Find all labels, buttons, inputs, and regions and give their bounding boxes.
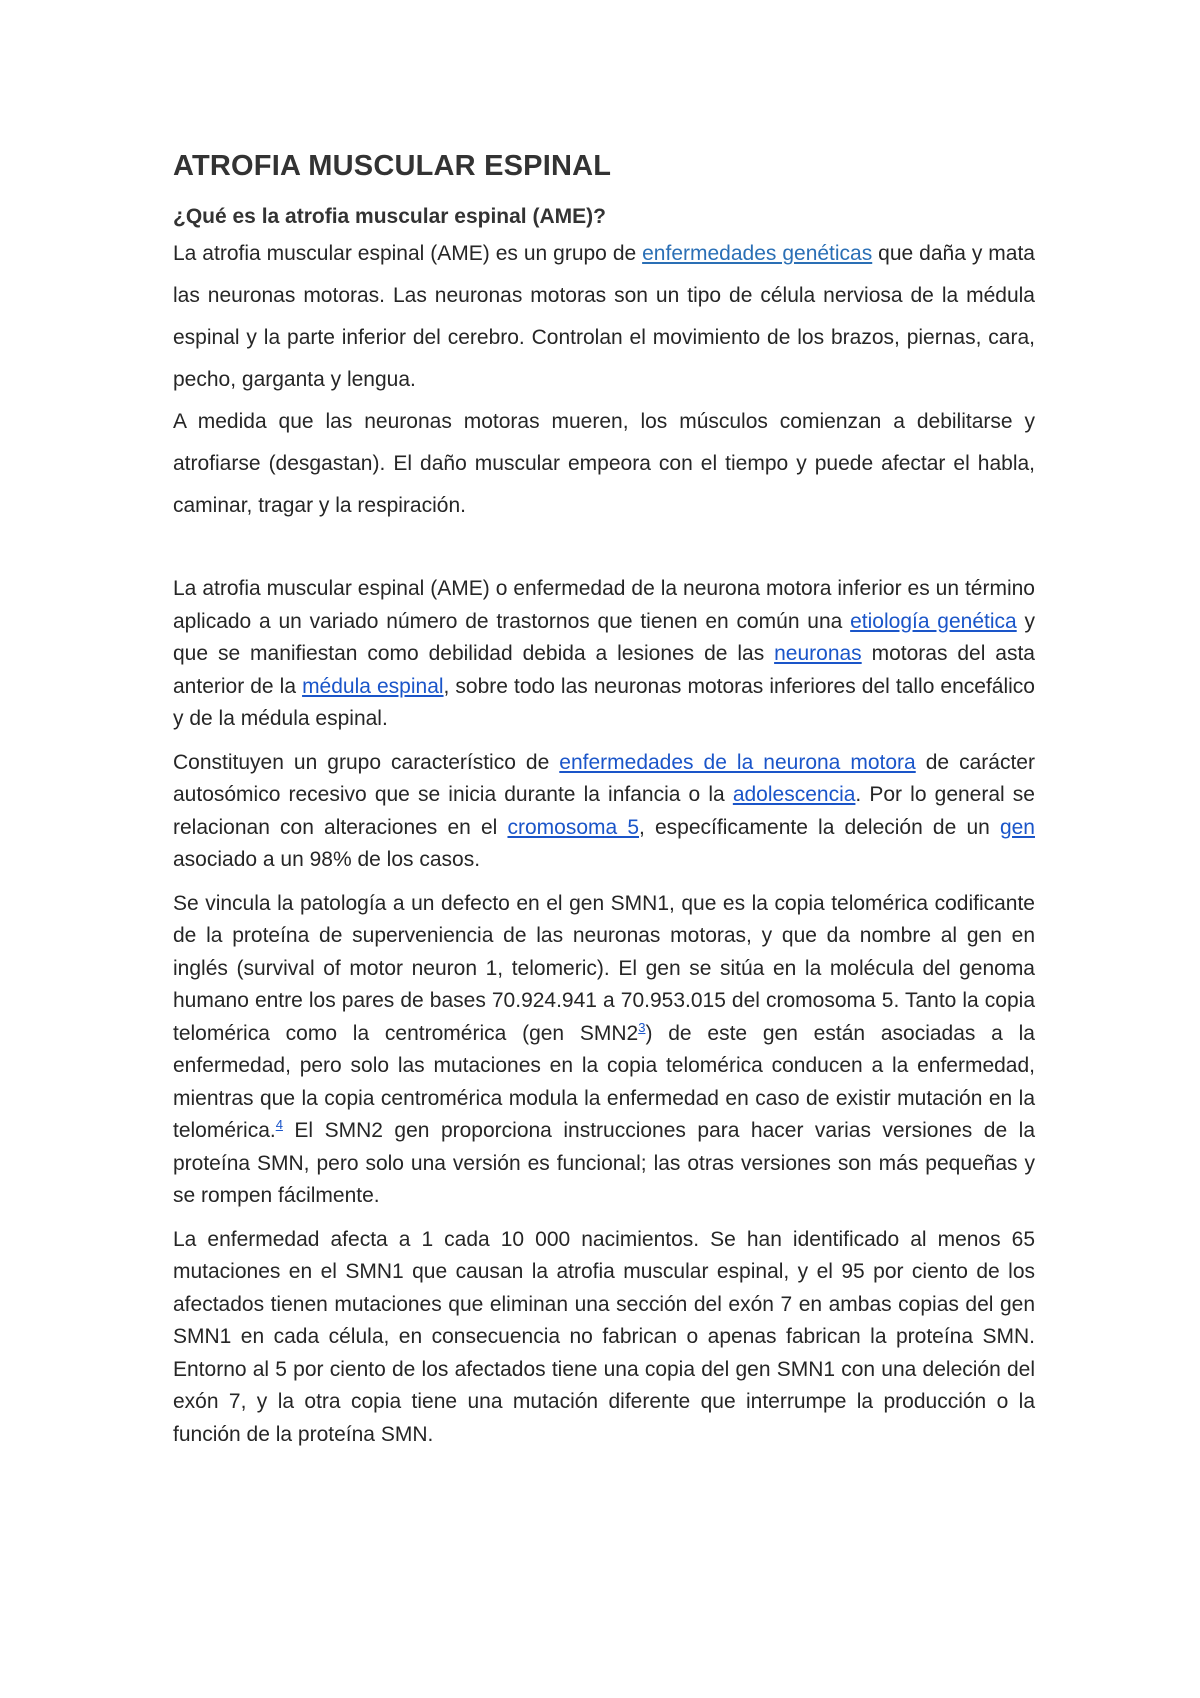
link-enfermedades-neurona-motora[interactable]: enfermedades de la neurona motora — [559, 750, 916, 774]
paragraph-progression: A medida que las neuronas motoras mueren, los músculos comienzan a debilitarse y atrofiarse (desgastan). El daño muscular empeora con el tiempo y puede afectar el habla, caminar, tragar y la respiración. — [173, 410, 1035, 517]
text-run: que daña y mata las neuronas motoras. Las neuronas motoras son un tipo de célula nerviosa de la médula espinal y la parte inferior del cerebro. Controlan el movimiento de los brazos, piernas, cara, pecho, garganta y lengua. — [173, 242, 1035, 391]
spacer — [173, 1213, 1035, 1224]
link-neuronas[interactable]: neuronas — [774, 642, 862, 665]
reference-link-3[interactable]: 3 — [638, 1019, 646, 1035]
text-run: Se vincula la patología a un defecto en el gen SMN1, que es la copia telomérica codificante de la proteína de superveniencia de las neuronas motoras, y que da nombre al gen en inglés (survival of motor neuron 1, telomeric). El gen se sitúa en la molécula del genoma humano entre los pares de bases 70.924.941 a 70.953.015 del cromosoma 5. Tanto la copia telomérica como la centromérica (gen SMN2 — [173, 891, 1035, 1045]
text-run: La atrofia muscular espinal (AME) o enfermedad de la neurona motora inferior es un término aplicado a un variado número de trastornos que tienen en común una — [173, 577, 1035, 633]
document-page — [173, 150, 1035, 1451]
text-run: . Por lo general se relacionan con alteraciones en el — [173, 783, 1035, 839]
text-run: Constituyen un grupo característico de — [173, 750, 560, 774]
paragraph-group — [173, 747, 1035, 877]
link-gen[interactable]: gen — [999, 815, 1035, 839]
link-etiologia-genetica[interactable]: etiología genética — [850, 609, 1017, 633]
link-enfermedades-geneticas[interactable]: enfermedades genéticas — [642, 242, 873, 265]
section-heading: ¿Qué es la atrofia muscular espinal (AME)? — [173, 205, 606, 228]
text-run: , sobre todo las neuronas motoras inferiores del tallo encefálico y de la médula espinal. — [173, 674, 1035, 730]
link-cromosoma-5[interactable]: cromosoma 5 — [507, 815, 639, 839]
paragraph-intro — [173, 233, 1035, 401]
text-run: de carácter autosómico recesivo que se inicia durante la infancia o la — [173, 750, 1035, 806]
paragraph-definition — [173, 573, 1035, 736]
text-run: ) de este gen están asociadas a la enfermedad, pero solo las mutaciones en la copia telomérica conducen a la enfermedad, mientras que la copia centromérica modula la enfermedad en caso de existir mutación en la telomérica. — [173, 1021, 1035, 1142]
paragraph-smn1 — [173, 888, 1035, 1213]
link-medula-espinal[interactable]: médula espinal — [302, 674, 444, 698]
reference-link-4[interactable]: 4 — [275, 1117, 283, 1132]
paragraph-incidence: La enfermedad afecta a 1 cada 10 000 nacimientos. Se han identificado al menos 65 mutaciones en el SMN1 que causan la atrofia muscular espinal, y el 95 por ciento de los afectados tienen mutaciones que eliminan una sección del exón 7 en ambas copias del gen SMN1 en cada célula, en consecuencia no fabrican o apenas fabrican la proteína SMN. Entorno al 5 por ciento de los afectados tiene una copia del gen SMN1 con una deleción del exón 7, y la otra copia tiene una mutación diferente que interrumpe la producción o la función de la proteína SMN. — [173, 1227, 1035, 1446]
text-run: , específicamente la deleción de un — [639, 815, 1000, 839]
document-title: ATROFIA MUSCULAR ESPINAL — [173, 150, 612, 182]
link-adolescencia[interactable]: adolescencia — [732, 783, 856, 806]
text-run: y que se manifiestan como debilidad debida a lesiones de las — [173, 609, 1035, 665]
spacer — [173, 527, 1035, 573]
text-run: asociado a un 98% de los casos. — [173, 848, 481, 871]
spacer — [173, 877, 1035, 888]
spacer — [173, 736, 1035, 747]
text-run: La atrofia muscular espinal (AME) es un grupo de — [173, 242, 643, 265]
text-run: El SMN2 gen proporciona instrucciones para hacer varias versiones de la proteína SMN, pero solo una versión es funcional; las otras versiones son más pequeñas y se rompen fácilmente. — [173, 1119, 1035, 1207]
text-run: motoras del asta anterior de la — [173, 642, 1035, 698]
